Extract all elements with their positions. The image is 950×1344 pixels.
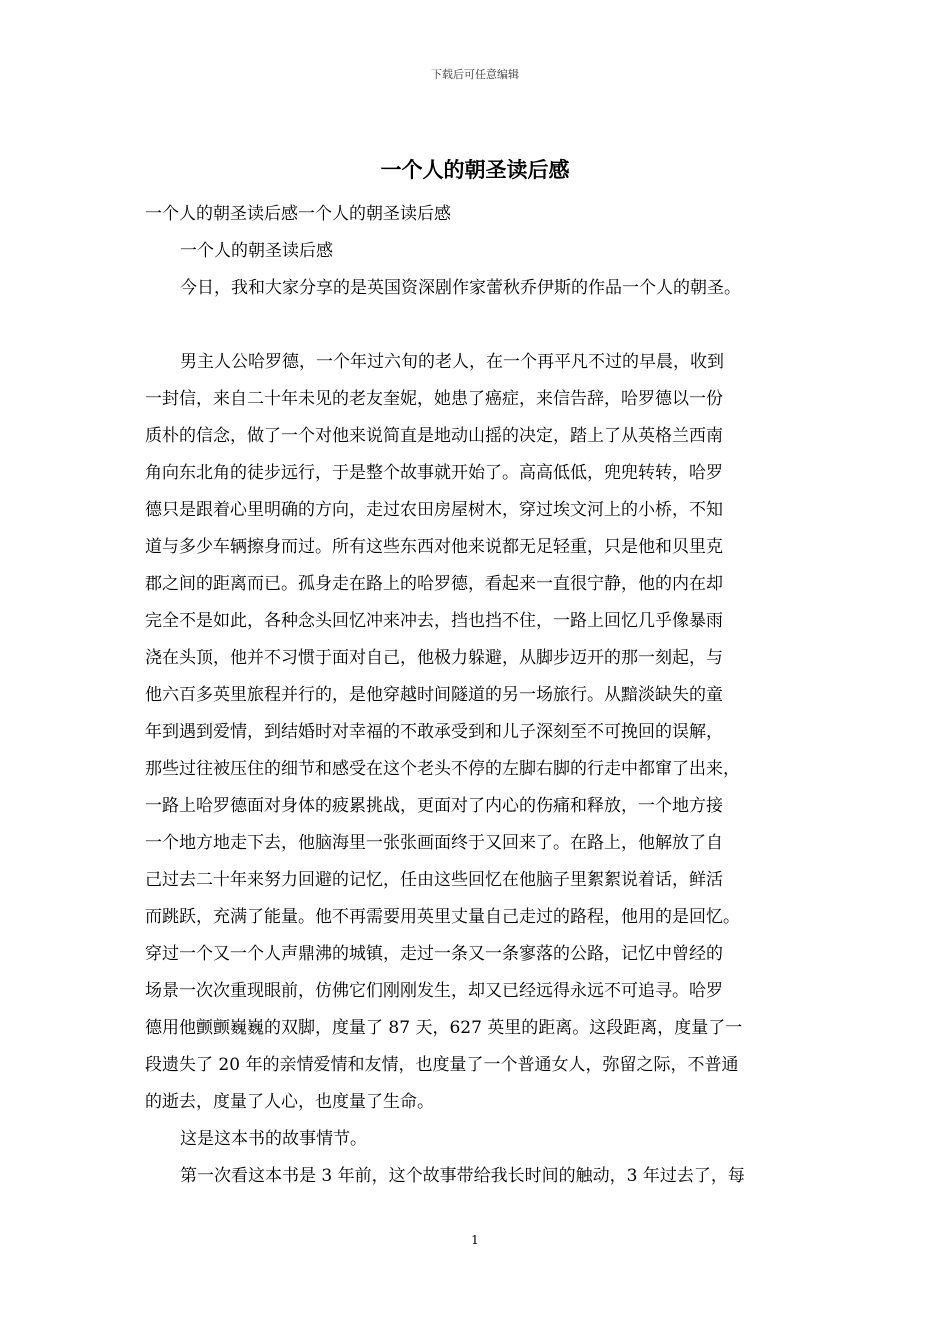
paragraph-line: 段遗失了 20 年的亲情爱情和友情，也度量了一个普通女人，弥留之际，不普通 [145, 1055, 739, 1075]
paragraph-line: 第一次看这本书是 3 年前，这个故事带给我长时间的触动，3 年过去了，每 [180, 1166, 745, 1186]
paragraph-line: 一封信，来自二十年未见的老友奎妮，她患了癌症，来信告辞，哈罗德以一份 [145, 389, 723, 409]
document-body [145, 200, 811, 1199]
paragraph-line: 男主人公哈罗德，一个年过六旬的老人，在一个再平凡不过的早晨，收到 [180, 352, 724, 372]
paragraph-line: 德用他颤颤巍巍的双脚，度量了 87 天，627 英里的距离。这段距离，度量了一 [145, 1018, 743, 1038]
paragraph-line: 一个地方地走下去，他脑海里一张张画面终于又回来了。在路上，他解放了自 [145, 833, 723, 853]
page-header-note: 下载后可任意编辑 [431, 68, 519, 81]
paragraph-spacer [145, 311, 811, 348]
paragraph-line: 郡之间的距离而已。孤身走在路上的哈罗德，看起来一直很宁静，他的内在却 [145, 574, 723, 594]
paragraph-line: 质朴的信念，做了一个对他来说简直是地动山摇的决定，踏上了从英格兰西南 [145, 426, 723, 446]
paragraph-line: 一个人的朝圣读后感一个人的朝圣读后感 [145, 204, 451, 224]
paragraph-line: 角向东北角的徒步远行，于是整个故事就开始了。高高低低，兜兜转转，哈罗 [145, 463, 723, 483]
document-title: 一个人的朝圣读后感 [380, 157, 570, 182]
page-number: 1 [471, 1233, 479, 1247]
paragraph-line: 的逝去，度量了人心，也度量了生命。 [145, 1092, 434, 1112]
paragraph-line: 道与多少车辆擦身而过。所有这些东西对他来说都无足轻重，只是他和贝里克 [145, 537, 723, 557]
paragraph-line: 他六百多英里旅程并行的，是他穿越时间隧道的另一场旅行。从黯淡缺失的童 [145, 685, 723, 705]
paragraph-line: 场景一次次重现眼前，仿佛它们刚刚发生，却又已经远得永远不可追寻。哈罗 [145, 981, 723, 1001]
paragraph-line: 德只是跟着心里明确的方向，走过农田房屋树木，穿过埃文河上的小桥，不知 [145, 500, 723, 520]
paragraph-line: 这是这本书的故事情节。 [180, 1129, 367, 1149]
paragraph-line: 年到遇到爱情，到结婚时对幸福的不敢承受到和儿子深刻至不可挽回的误解， [145, 722, 723, 742]
paragraph-line: 完全不是如此，各种念头回忆冲来冲去，挡也挡不住，一路上回忆几乎像暴雨 [145, 611, 723, 631]
paragraph-line: 己过去二十年来努力回避的记忆，任由这些回忆在他脑子里絮絮说着话，鲜活 [145, 870, 723, 890]
paragraph-line: 一路上哈罗德面对身体的疲累挑战，更面对了内心的伤痛和释放，一个地方接 [145, 796, 723, 816]
paragraph-line: 今日，我和大家分享的是英国资深剧作家蕾秋乔伊斯的作品一个人的朝圣。 [180, 278, 741, 298]
paragraph-line: 浇在头顶，他并不习惯于面对自己，他极力躲避，从脚步迈开的那一刻起，与 [145, 648, 723, 668]
paragraph-line: 一个人的朝圣读后感 [180, 241, 333, 261]
paragraph-line: 穿过一个又一个人声鼎沸的城镇，走过一条又一条寥落的公路，记忆中曾经的 [145, 944, 723, 964]
paragraph-line: 那些过往被压住的细节和感受在这个老头不停的左脚右脚的行走中都窜了出来， [145, 759, 740, 779]
paragraph-line: 而跳跃，充满了能量。他不再需要用英里丈量自己走过的路程，他用的是回忆。 [145, 907, 740, 927]
